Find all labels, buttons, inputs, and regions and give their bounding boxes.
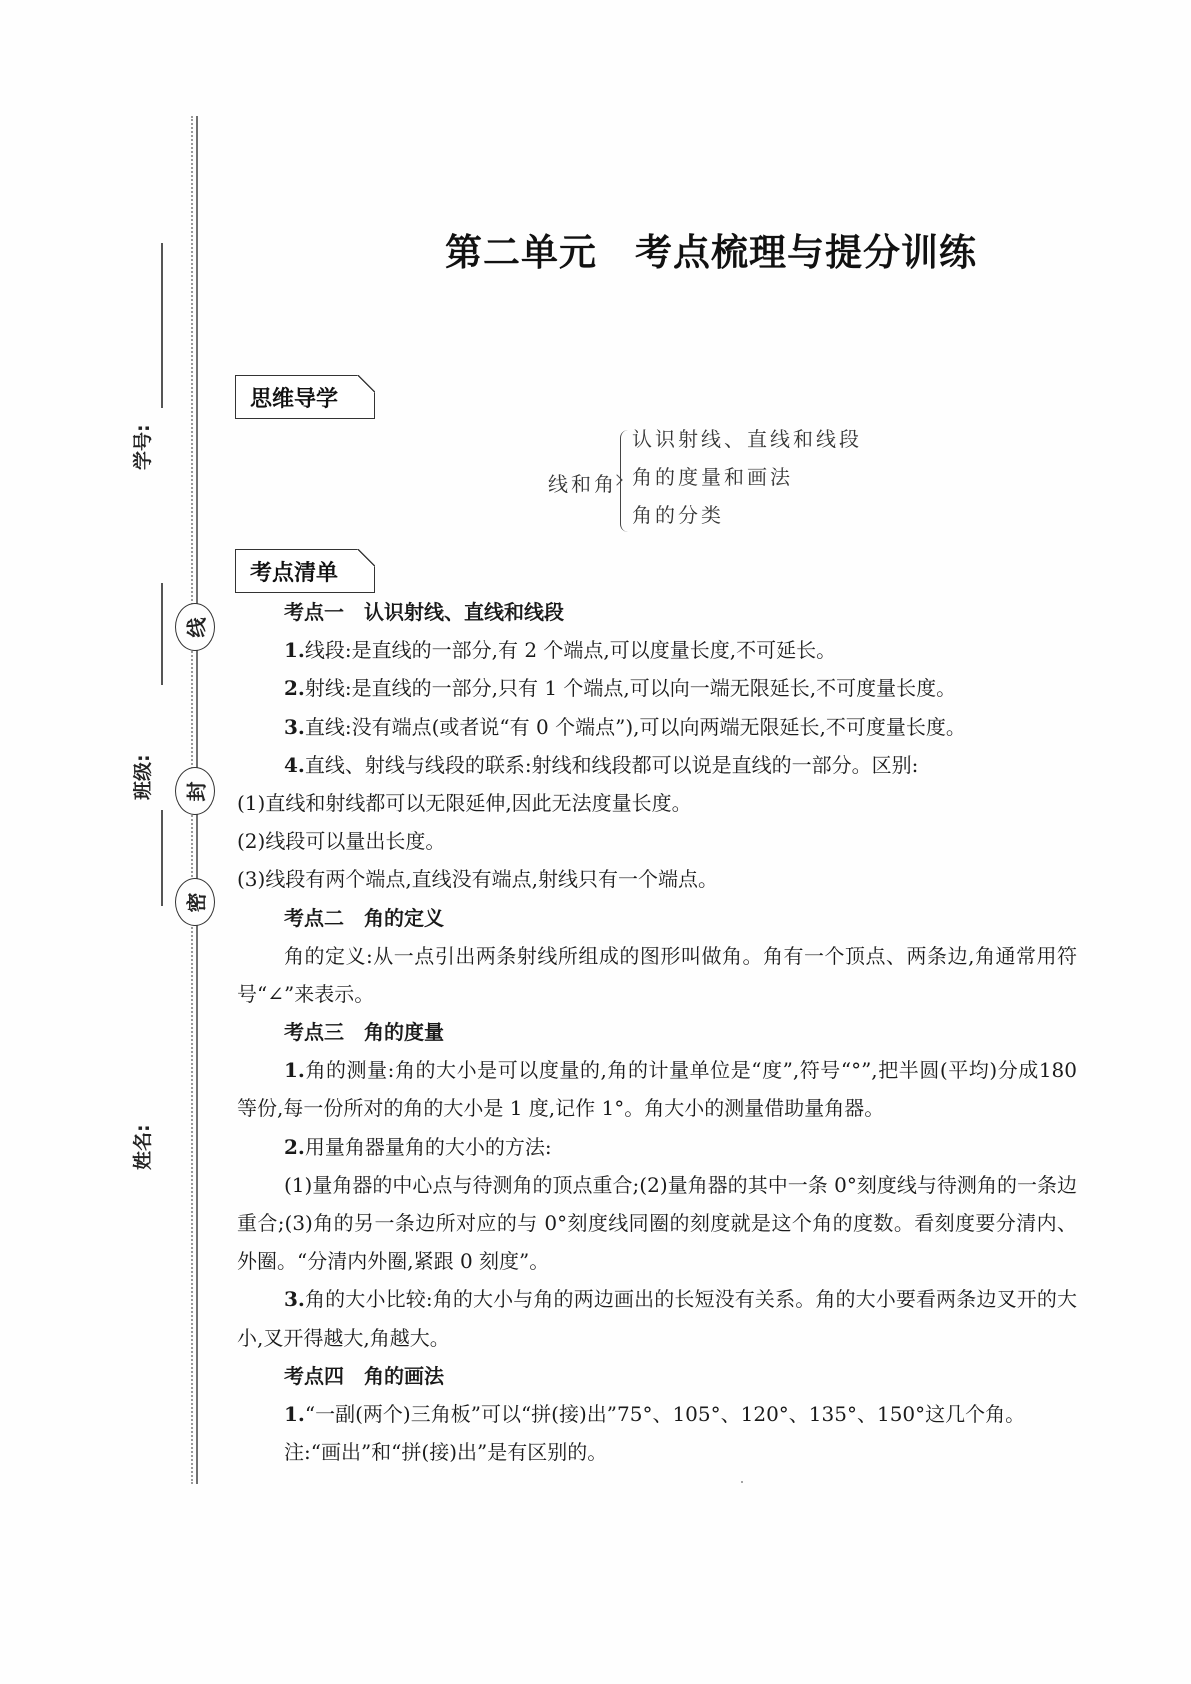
name-blank[interactable] <box>161 810 163 906</box>
point-item: 2.用量角器量角的大小的方法: <box>284 1134 552 1159</box>
student-id-label: 学号: <box>132 424 154 470</box>
seal-line: 线 <box>175 603 215 651</box>
point-item: 1.角的测量:角的大小是可以度量的,角的计量单位是“度”,符号“°”,把半圆(平均)分成180 等份,每一份所对的角的大小是 1 度,记作 1°。角大小的测量借助量角器。 <box>237 1058 1077 1121</box>
seal-seal: 封 <box>175 767 215 815</box>
section-tag-mind-map: 思维导学 <box>235 375 375 419</box>
point-item: 3.角的大小比较:角的大小与角的两边画出的长短没有关系。角的大小要看两条边叉开的大小,叉开得越大,角越大。 <box>237 1287 1077 1350</box>
point-subitem: (3)线段有两个端点,直线没有端点,射线只有一个端点。 <box>237 867 719 892</box>
point-note: 注:“画出”和“拼(接)出”是有区别的。 <box>284 1440 608 1465</box>
section-tag-checklist: 考点清单 <box>235 549 375 593</box>
folded-corner-icon <box>357 375 375 393</box>
brace-icon <box>620 430 629 532</box>
mind-map-branch: 角的分类 <box>632 503 724 527</box>
point-heading: 考点二 角的定义 <box>284 905 444 930</box>
point-item: 2.射线:是直线的一部分,只有 1 个端点,可以向一端无限延长,不可度量长度。 <box>284 676 957 701</box>
point-subitem: (2)线段可以量出长度。 <box>237 829 446 854</box>
point-heading: 考点四 角的画法 <box>284 1363 444 1388</box>
folded-corner-icon <box>357 549 375 567</box>
point-item: 3.直线:没有端点(或者说“有 0 个端点”),可以向两端无限延长,不可度量长度。 <box>284 714 966 739</box>
checklist-content <box>237 593 1077 1471</box>
mind-map-root: 线和角 <box>548 472 617 496</box>
name-label: 姓名: <box>132 1124 154 1170</box>
point-item: 1.线段:是直线的一部分,有 2 个端点,可以度量长度,不可延长。 <box>284 638 837 663</box>
point-paragraph: 角的定义:从一点引出两条射线所组成的图形叫做角。角有一个顶点、两条边,角通常用符号“∠”来表示。 <box>237 943 1077 1006</box>
point-heading: 考点一 认识射线、直线和线段 <box>284 600 564 624</box>
mind-map-branch: 认识射线、直线和线段 <box>632 427 862 451</box>
mind-map-branch: 角的度量和画法 <box>632 465 793 489</box>
point-subitem: (1)直线和射线都可以无限延伸,因此无法度量长度。 <box>237 790 692 815</box>
student-id-blank[interactable] <box>161 243 163 408</box>
seal-secret: 密 <box>175 878 215 926</box>
page-title: 第二单元 考点梳理与提分训练 <box>445 230 977 274</box>
scan-speck <box>741 1481 743 1483</box>
class-blank[interactable] <box>161 583 163 685</box>
class-label: 班级: <box>132 754 154 800</box>
point-heading: 考点三 角的度量 <box>284 1020 444 1045</box>
point-item: (1)量角器的中心点与待测角的顶点重合;(2)量角器的其中一条 0°刻度线与待测角的一条边重合;(3)角的另一条边所对应的与 0°刻度线同圈的刻度就是这个角的度数。看刻度要分清内、外圈。“分清内外圈,紧跟 0 刻度”。 <box>237 1172 1077 1274</box>
point-item: 4.直线、射线与线段的联系:射线和线段都可以说是直线的一部分。区别: <box>284 752 919 777</box>
point-item: 1.“一副(两个)三角板”可以“拼(接)出”75°、105°、120°、135°、150°这几个角。 <box>284 1402 1026 1427</box>
